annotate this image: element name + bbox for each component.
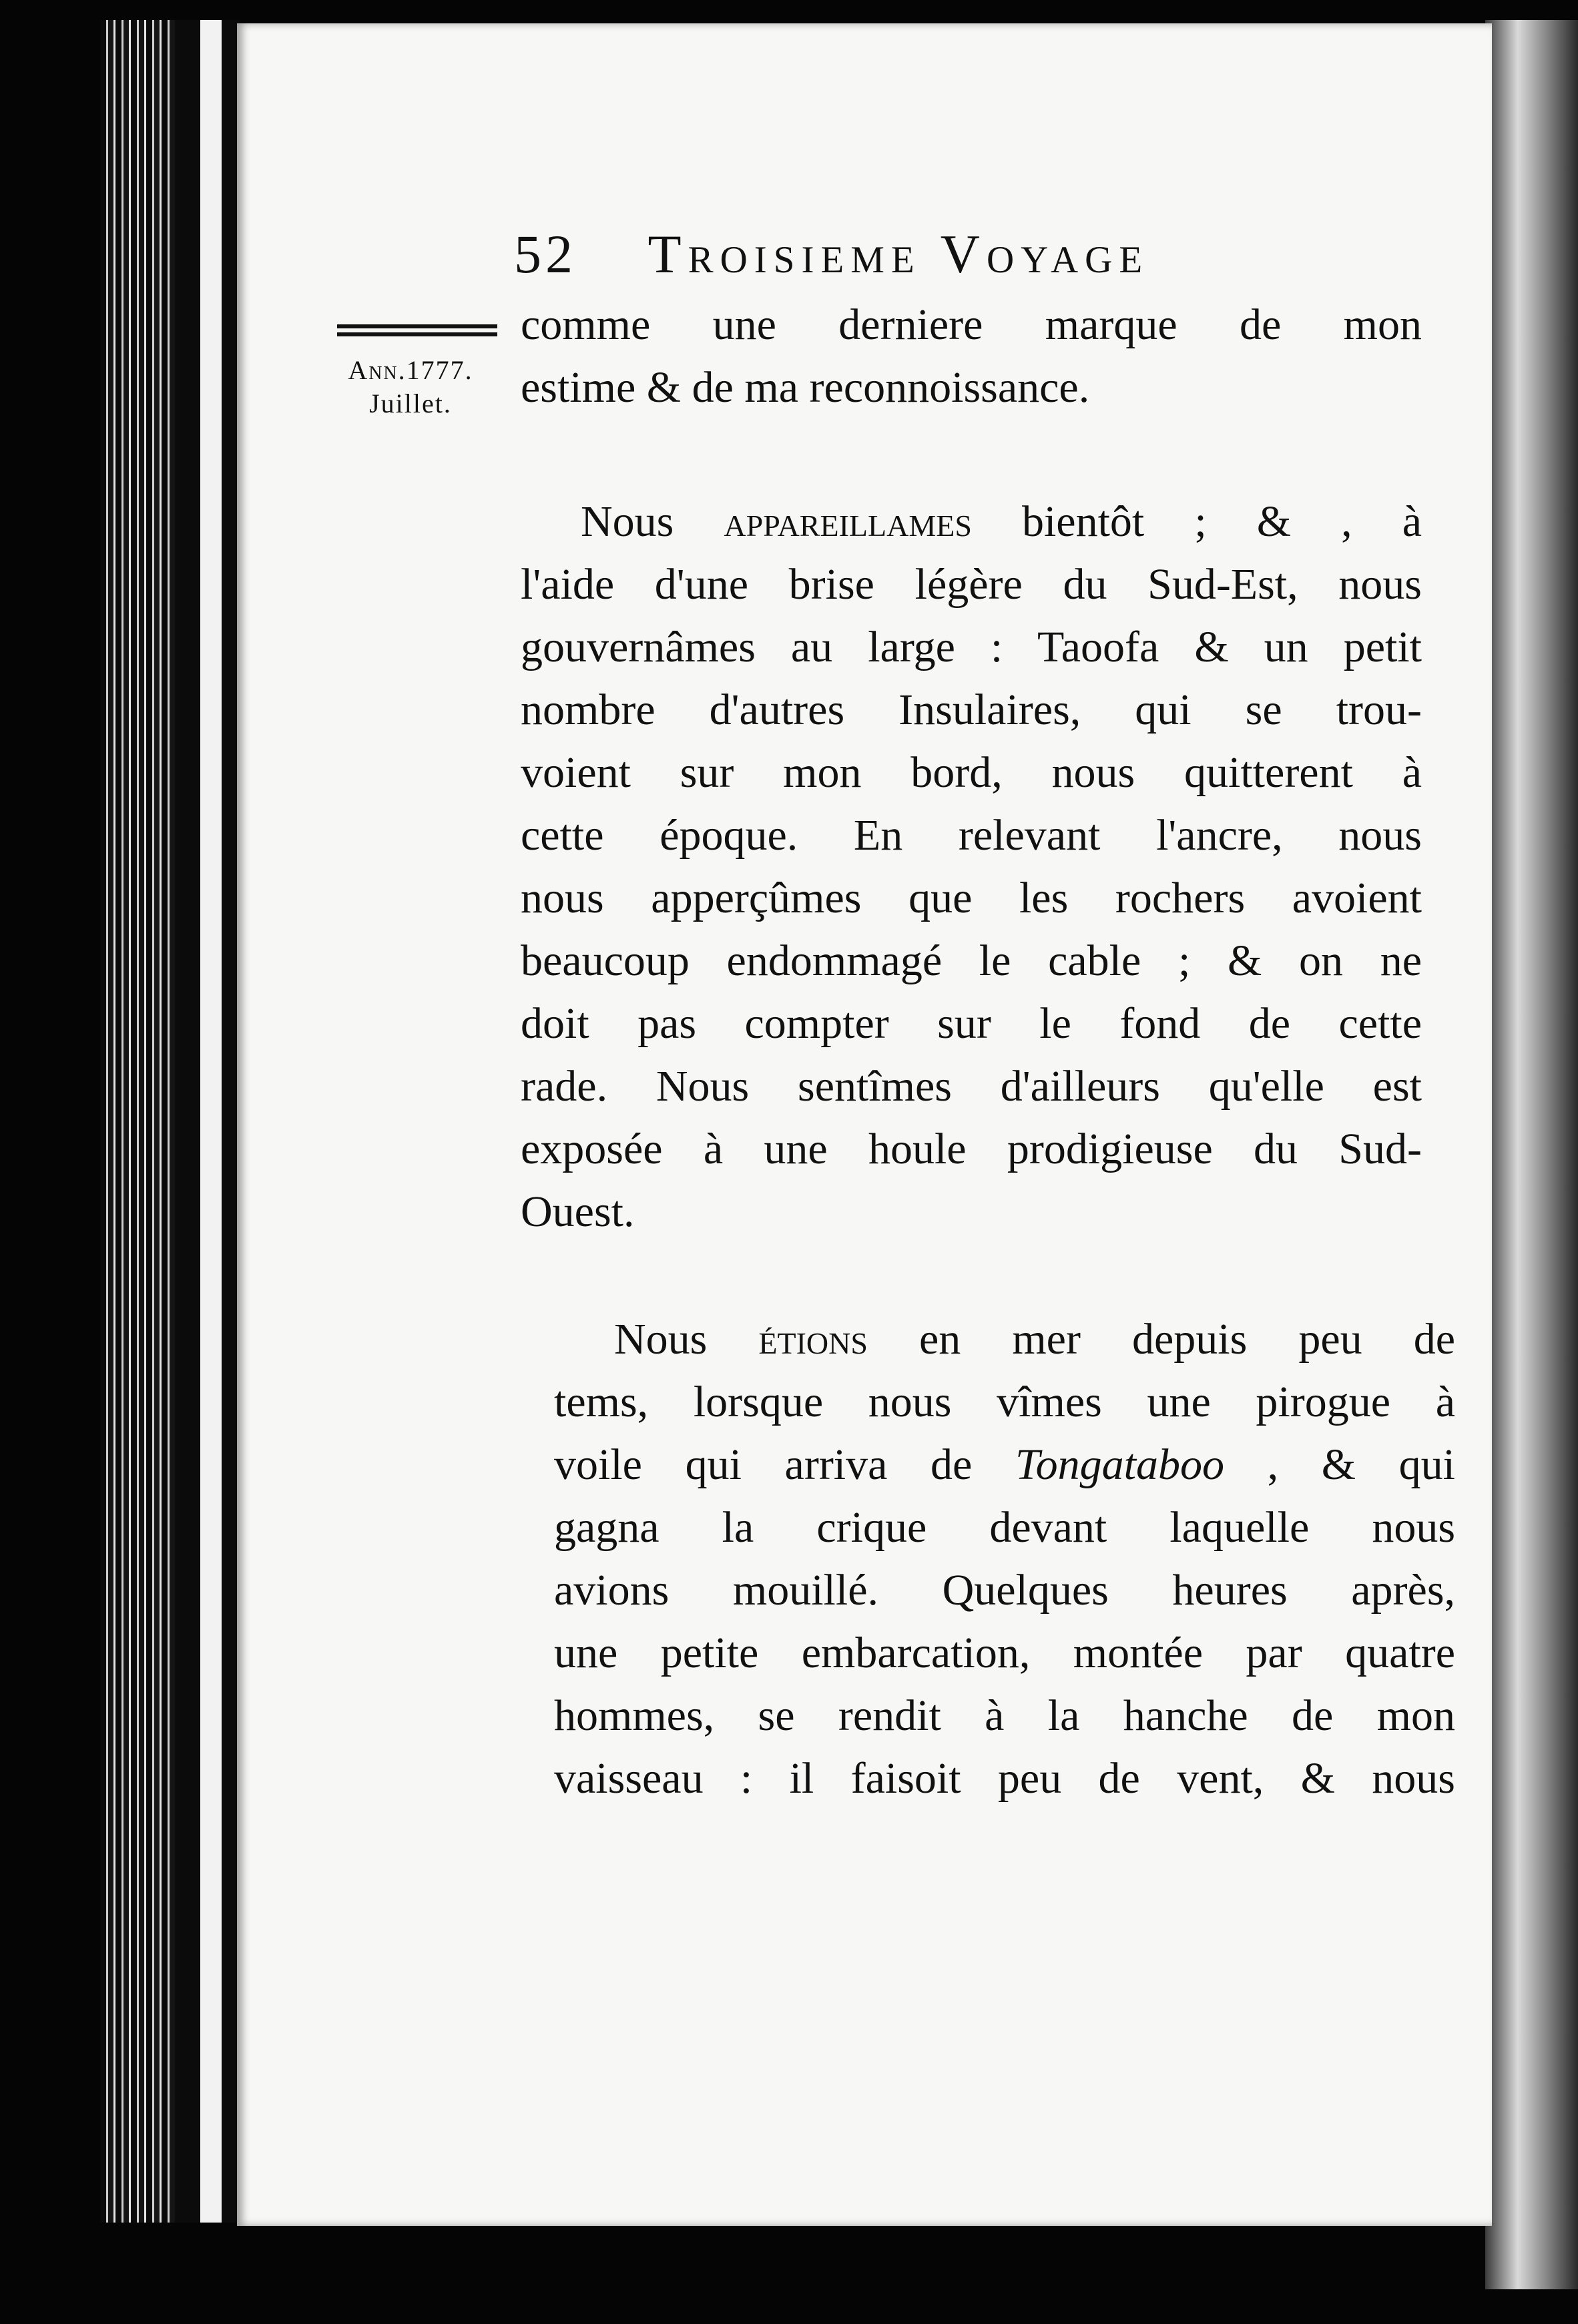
text-line: beaucoup endommagé le cable ; & on ne [521,936,1422,985]
running-title: Troisieme Voyage [647,224,1149,284]
text-line-with-italic [554,1434,1455,1496]
text-line: Ouest. [521,1187,635,1236]
place-name-italic: Tongataboo [1015,1440,1224,1489]
text-line: estime & de ma reconnoissance. [521,363,1090,412]
opposite-page-shadow [1485,20,1578,2289]
margin-month: Juillet. [369,388,452,418]
paragraph-3 [554,1308,1455,1810]
margin-rule-bottom [337,332,497,336]
text-line: vaisseau : il faisoit peu de vent, & nous [554,1754,1455,1803]
margin-rule-top [337,324,497,328]
lead-word: Nous [581,497,674,546]
text-line: comme une derniere marque de mon [521,300,1422,349]
text-line: voient sur mon bord, nous quitterent à [521,748,1422,797]
text-line: gagna la crique devant laquelle nous [554,1503,1455,1552]
margin-year: Ann.1777. [348,355,473,385]
running-header [514,224,1149,284]
text-line-lead [554,1308,1455,1371]
text-line: exposée à une houle prodigieuse du Sud- [521,1125,1422,1173]
paragraph-1 [521,294,1422,419]
lead-rest: en mer depuis peu de [919,1315,1455,1364]
text-line-lead [521,491,1422,553]
text-line: gouvernâmes au large : Taoofa & un petit [521,623,1422,671]
text-line: nombre d'autres Insulaires, qui se trou- [521,685,1422,734]
page-number: 52 [514,224,577,284]
text-line: une petite embarcation, montée par quatre [554,1629,1455,1677]
paragraph-2 [521,491,1422,1243]
lead-smallcaps: étions [758,1315,868,1364]
text-line: cette époque. En relevant l'ancre, nous [521,811,1422,860]
text-line: l'aide d'une brise légère du Sud-Est, nous [521,560,1422,609]
lead-word: Nous [614,1315,708,1364]
marginal-date-note [330,354,491,420]
text-line: nous apperçûmes que les rochers avoient [521,874,1422,922]
lead-smallcaps: appareillames [724,497,972,546]
text-line: tems, lorsque nous vîmes une pirogue à [554,1378,1455,1426]
text-line: avions mouillé. Quelques heures après, [554,1566,1455,1615]
text-after-place: , & qui [1267,1440,1455,1489]
text-line: rade. Nous sentîmes d'ailleurs qu'elle est [521,1062,1422,1111]
lead-rest: bientôt ; & , à [1021,497,1422,546]
page-edge-highlight [200,20,222,2223]
text-before-place: voile qui arriva de [554,1440,973,1489]
text-line: hommes, se rendit à la hanche de mon [554,1691,1455,1740]
text-line: doit pas compter sur le fond de cette [521,999,1422,1048]
